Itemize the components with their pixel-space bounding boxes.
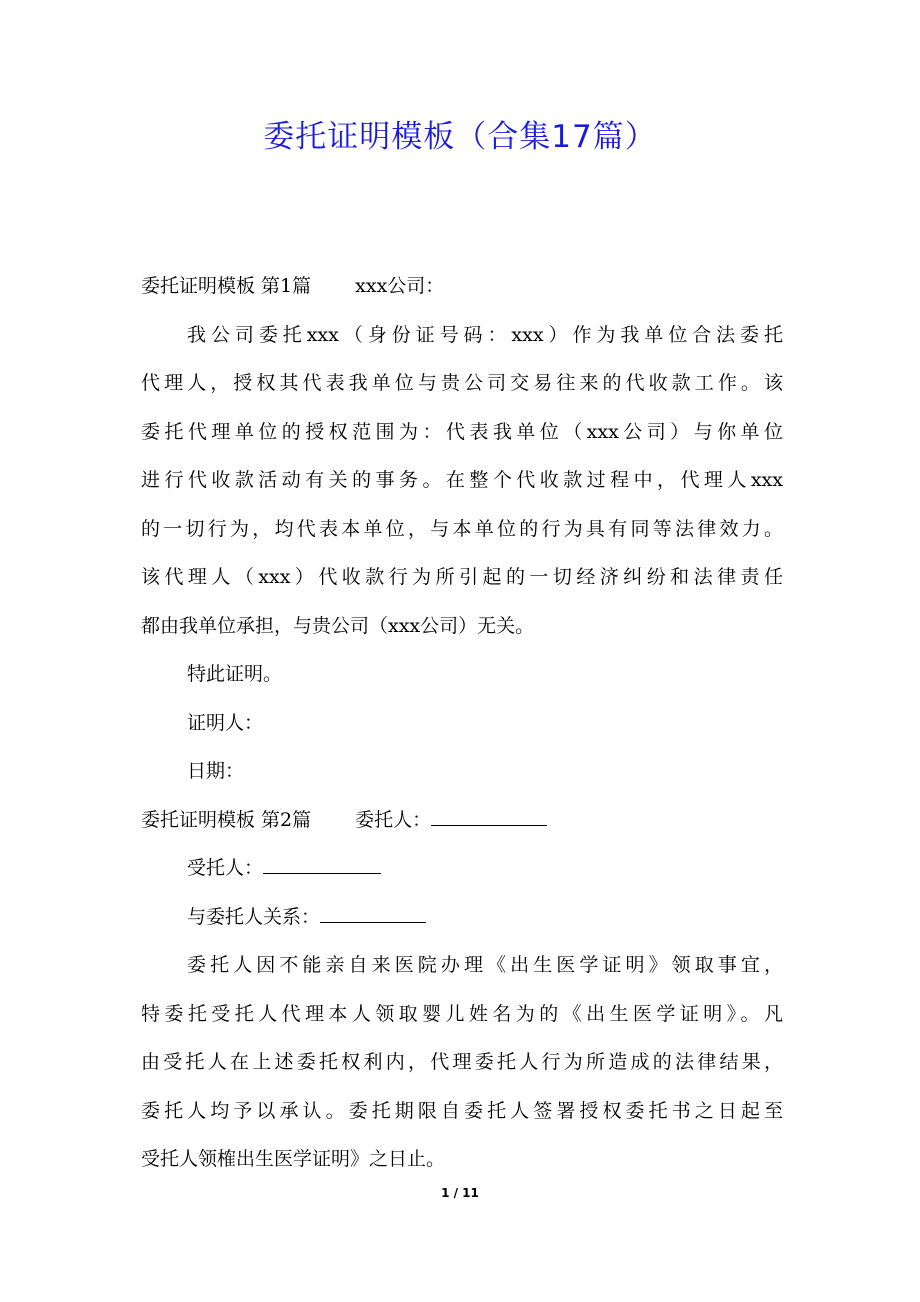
- section-1-paragraph-line: 我公司委托xxx（身份证号码：xxx）作为我单位合法委托: [187, 323, 783, 346]
- section-2-heading-line: [141, 796, 783, 845]
- section-2-paragraph-line: 委托人均予以承认。委托期限自委托人签署授权委托书之日起至: [141, 1099, 783, 1122]
- section-2-paragraph-line: 受托人领榷出生医学证明》之日止。: [141, 1148, 446, 1170]
- relation-line: [141, 893, 783, 942]
- section-1-paragraph-line: 进行代收款活动有关的事务。在整个代收款过程中，代理人xxx: [141, 469, 783, 491]
- principal-blank-line: [431, 805, 547, 826]
- section-1-paragraph-line: 代理人，授权其代表我单位与贵公司交易往来的代收款工作。该: [141, 372, 783, 394]
- date-label: 日期：: [187, 760, 245, 782]
- document-title: 委托证明模板（合集17篇）: [263, 119, 657, 155]
- witness-label: 证明人：: [187, 711, 264, 734]
- section-1-paragraph-line: 都由我单位承担，与贵公司（xxx公司）无关。: [141, 614, 535, 637]
- agent-blank-line: [263, 853, 381, 874]
- section-1-paragraph-line: 委托代理单位的授权范围为：代表我单位（xxx公司）与你单位: [141, 420, 783, 443]
- section-1-paragraph-line: 该代理人（xxx）代收款行为所引起的一切经济纠纷和法律责任: [141, 566, 783, 588]
- section-1-heading-line: [141, 262, 783, 311]
- principal-label: 委托人：: [355, 808, 432, 831]
- section-2-paragraph-line: 委托人因不能亲自来医院办理《出生医学证明》领取事宜，: [187, 954, 783, 976]
- closing-statement: 特此证明。: [187, 663, 283, 685]
- agent-label: 受托人：: [187, 857, 264, 879]
- section-1-paragraph-line: 的一切行为，均代表本单位，与本单位的行为具有同等法律效力。: [141, 517, 783, 540]
- relation-label: 与委托人关系：: [187, 905, 321, 928]
- document-body: [141, 262, 783, 1184]
- addressee: xxx公司：: [355, 275, 445, 297]
- section-2-paragraph-line: 特委托受托人代理本人领取婴儿姓名为的《出生医学证明》。凡: [141, 1002, 783, 1025]
- page-number: 1 / 11: [441, 1186, 479, 1200]
- section-2-paragraph-line: 由受托人在上述委托权利内，代理委托人行为所造成的法律结果，: [141, 1051, 783, 1073]
- relation-blank-line: [320, 902, 426, 923]
- agent-line: [141, 844, 783, 893]
- section-1-heading: 委托证明模板 第1篇: [141, 275, 312, 297]
- section-2-heading: 委托证明模板 第2篇: [141, 808, 312, 831]
